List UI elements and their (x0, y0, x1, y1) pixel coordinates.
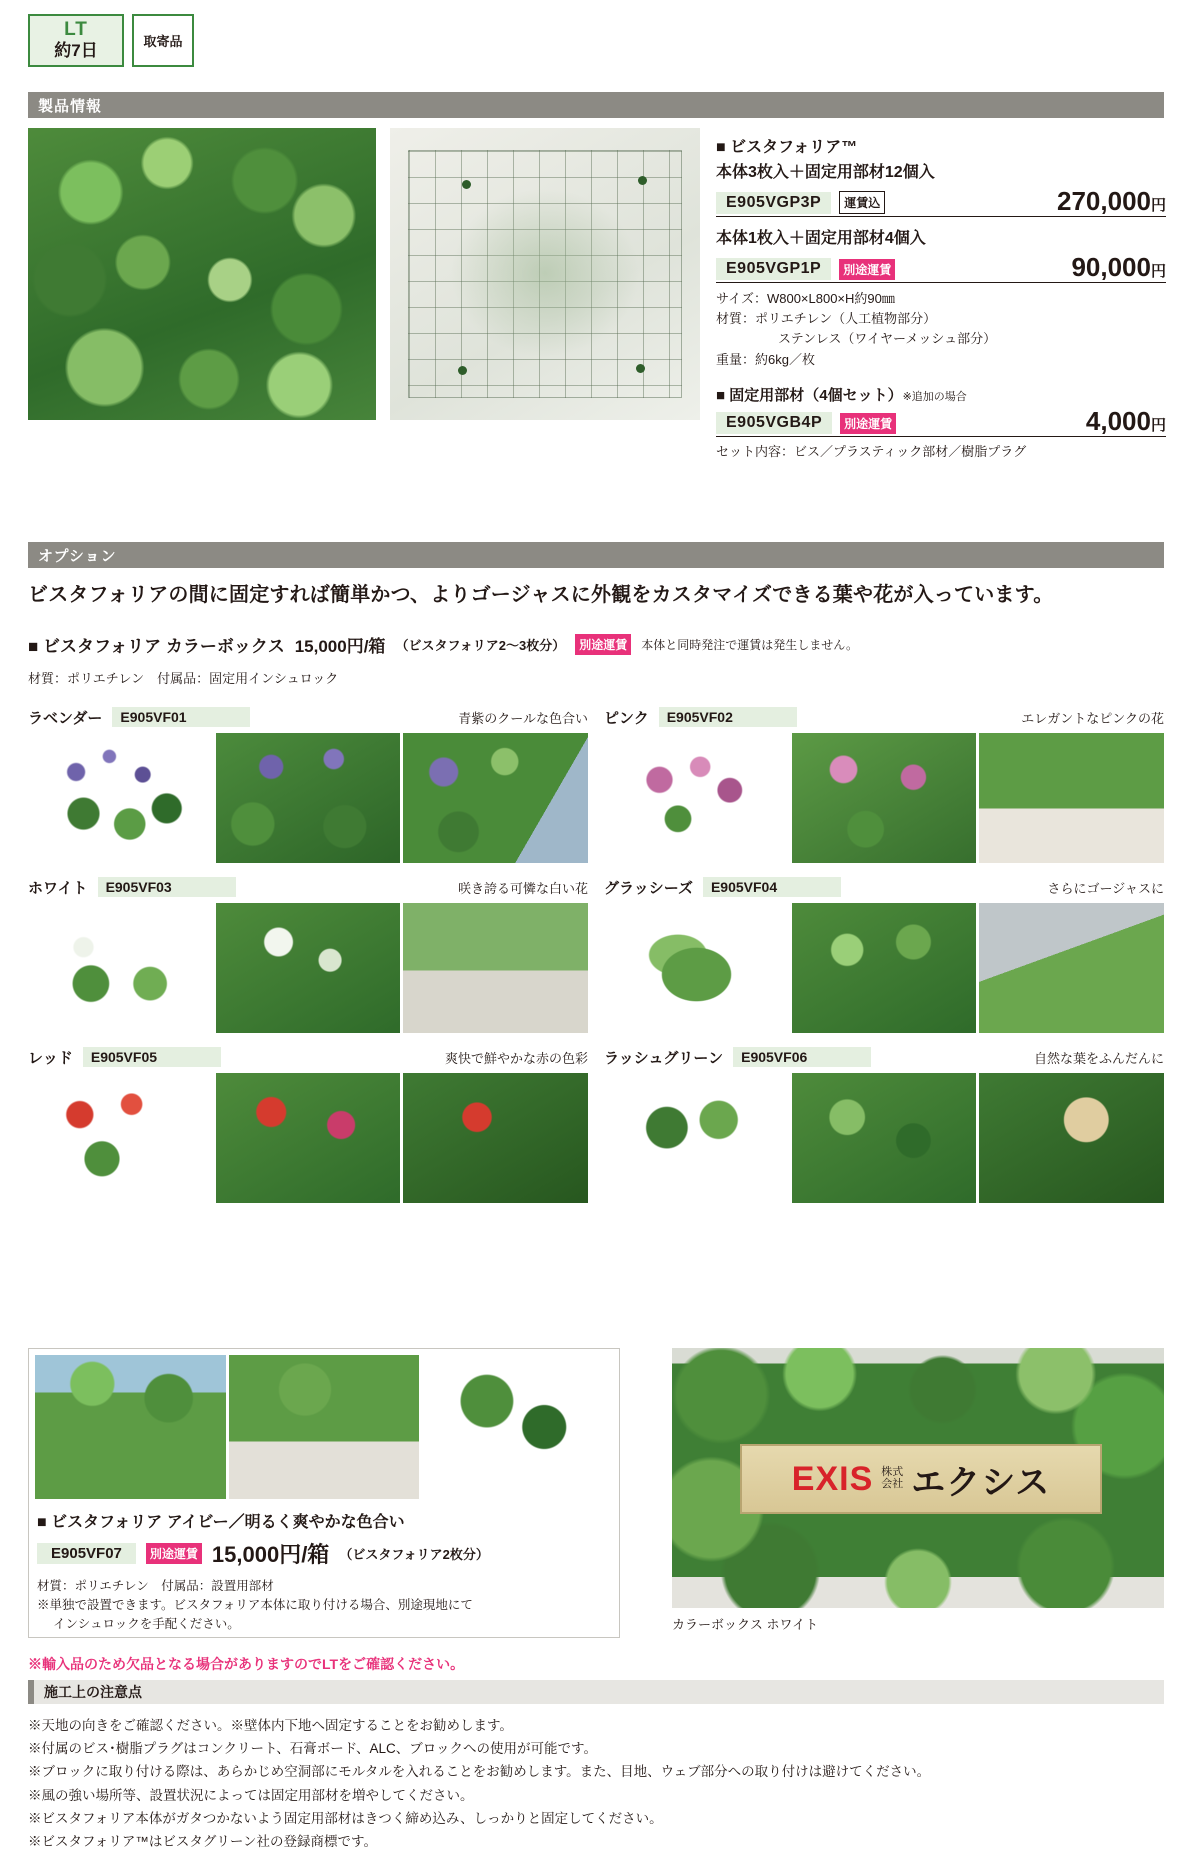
section-header-option: オプション (28, 542, 1164, 568)
variant-photo-scene (403, 1073, 588, 1203)
badge-row (28, 14, 194, 67)
ivy-photo-wall (229, 1355, 420, 1499)
ivy-option-panel (28, 1348, 620, 1638)
variant-tagline: 爽快で鮮やかな赤の色彩 (444, 1050, 588, 1066)
ivy-title: ■ ビスタフォリア アイビー／明るく爽やかな色合い (37, 1514, 405, 1531)
ivy-shipping-tag: 別途運賃 (146, 1543, 202, 1564)
variant-name: ホワイト (28, 879, 88, 897)
variant-tagline: エレガントなピンクの花 (1021, 710, 1164, 726)
set3-shipping-tag: 運賃込 (839, 191, 885, 214)
variant-name: ラッシュグリーン (604, 1049, 724, 1067)
exis-photo (672, 1348, 1164, 1608)
exis-signboard (740, 1444, 1102, 1514)
note-line: ※ブロックに取り付ける際は、あらかじめ空洞部にモルタルを入れることをお勧めします。また、目地、ウェブ部分への取り付けは避けてください。 (28, 1764, 931, 1780)
variant-photo-detail (216, 733, 401, 863)
variant-tagline: 自然な葉をふんだんに (1033, 1050, 1164, 1066)
ivy-note-materials: 材質：ポリエチレン 付属品：設置用部材 (37, 1579, 274, 1593)
ivy-price: 15,000円/箱 (211, 1542, 330, 1567)
variant-code: E905VF06 (733, 1047, 871, 1067)
note-line: ※天地の向きをご確認ください。※壁体内下地へ固定することをお勧めします。 (28, 1718, 513, 1733)
variant-code: E905VF01 (112, 707, 250, 727)
note-line: ※ビスタフォリア™はビスタグリーン社の登録商標です。 (28, 1834, 377, 1850)
set3-code: E905VGP3P (716, 192, 831, 214)
leaf-ghost-graphic (450, 188, 640, 358)
product-photo-mesh-back (390, 128, 700, 420)
colorbox-title: ■ ビスタフォリア カラーボックス (28, 637, 285, 656)
variant-photo-detail (792, 733, 977, 863)
variant-photo-cutout (604, 903, 789, 1033)
set1-price: 90,000円 (1071, 252, 1166, 283)
fixing-point-dot (636, 364, 645, 373)
set3-label: 本体3枚入＋固定用部材12個入 (716, 164, 935, 182)
variant-pink (604, 706, 1164, 863)
lead-time-badge (28, 14, 124, 67)
ivy-note-install: ※単独で設置できます。ビスタフォリア本体に取り付ける場合、別途現地にて (37, 1597, 473, 1612)
variant-photo-detail (792, 1073, 977, 1203)
variant-name: ピンク (604, 709, 649, 727)
variant-photo-scene (403, 903, 588, 1033)
colorbox-shipping-note: 本体と同時発注で運賃は発生しません。 (641, 638, 858, 652)
spec-weight: 重量：約6kg／枚 (716, 351, 815, 367)
variant-photo-scene (403, 733, 588, 863)
import-warning: ※輸入品のため欠品となる場合がありますのでLTをご確認ください。 (28, 1656, 465, 1672)
parts-note: ※追加の場合 (902, 390, 967, 403)
parts-shipping-tag: 別途運賃 (840, 413, 896, 434)
variant-photo-cutout (604, 733, 789, 863)
ivy-photos (29, 1349, 619, 1499)
ivy-qty-note: （ビスタフォリア2枚分） (339, 1547, 489, 1562)
variant-lavender (28, 706, 588, 863)
variant-name: レッド (28, 1049, 73, 1067)
lead-time-label: LT (64, 19, 88, 40)
note-line: ※風の強い場所等、設置状況によっては固定用部材を増やしてください。 (28, 1787, 474, 1803)
set3-price: 270,000円 (1057, 186, 1166, 217)
parts-contents: セット内容：ビス／プラスティック部材／樹脂プラグ (716, 443, 1027, 459)
exis-caption: カラーボックス ホワイト (672, 1617, 819, 1632)
ivy-photo-cutout (422, 1355, 613, 1499)
parts-price: 4,000円 (1085, 405, 1166, 436)
variant-name: グラッシーズ (604, 879, 693, 897)
variant-code: E905VF05 (83, 1047, 221, 1067)
section-header-notes: 施工上の注意点 (28, 1680, 1164, 1704)
variant-photo-scene (979, 733, 1164, 863)
set1-code: E905VGP1P (716, 258, 831, 280)
note-line: ※ビスタフォリア本体がガタつかないよう固定用部材はきつく締め込み、しっかりと固定してください。 (28, 1810, 663, 1826)
section-header-product-info: 製品情報 (28, 92, 1164, 118)
variant-code: E905VF02 (659, 707, 797, 727)
variant-code: E905VF04 (703, 877, 841, 897)
lead-time-days: 約7日 (54, 40, 98, 60)
variant-photo-scene (979, 1073, 1164, 1203)
ivy-notes (37, 1577, 619, 1633)
variant-photo-detail (792, 903, 977, 1033)
order-type-badge: 取寄品 (132, 14, 194, 67)
note-line: ※付属のビス･樹脂プラグはコンクリート、石膏ボード、ALC、ブロックへの使用が可能です。 (28, 1741, 597, 1757)
variant-code: E905VF03 (98, 877, 236, 897)
set3-price-row (716, 188, 1166, 217)
variant-tagline: 青紫のクールな色合い (458, 710, 588, 726)
ivy-note-install-2: インシュロックを手配ください。 (53, 1616, 240, 1631)
set1-label: 本体1枚入＋固定用部材4個入 (716, 230, 926, 248)
variant-name: ラベンダー (28, 709, 103, 727)
product-title: ■ ビスタフォリア™ (716, 139, 858, 156)
exis-kabushiki-text: 株式 会社 (881, 1466, 904, 1490)
variant-photo-scene (979, 903, 1164, 1033)
ivy-photo-outdoor (35, 1355, 226, 1499)
spec-material-2: ステンレス（ワイヤーメッシュ部分） (778, 331, 997, 347)
fixing-point-dot (462, 180, 471, 189)
variant-tagline: さらにゴージャスに (1047, 880, 1164, 896)
exis-showcase-panel (672, 1348, 1164, 1638)
exis-logo-jp: エクシス (911, 1463, 1051, 1502)
installation-notes (28, 1714, 1164, 1853)
parts-title-row (716, 384, 1166, 405)
variant-lush-green (604, 1046, 1164, 1203)
parts-price-row (716, 405, 1166, 437)
variant-photo-cutout (28, 733, 213, 863)
variant-photo-detail (216, 903, 401, 1033)
variant-red (28, 1046, 588, 1203)
variant-grasses (604, 876, 1164, 1033)
fixing-point-dot (638, 176, 647, 185)
variant-photo-cutout (28, 1073, 213, 1203)
variant-photo-detail (216, 1073, 401, 1203)
option-lead-text: ビスタフォリアの間に固定すれば簡単かつ、よりゴージャスに外観をカスタマイズできる葉や花が入っています。 (28, 584, 1054, 606)
product-specs (716, 289, 1166, 370)
fixing-point-dot (458, 366, 467, 375)
variant-tagline: 咲き誇る可憐な白い花 (457, 880, 588, 896)
parts-code: E905VGB4P (716, 412, 832, 434)
set1-shipping-tag: 別途運賃 (839, 259, 895, 280)
colorbox-header-row (28, 632, 858, 657)
variant-photo-cutout (604, 1073, 789, 1203)
colorbox-qty-note: （ビスタフォリア2〜3枚分） (395, 638, 566, 653)
spec-size: サイズ：W800×L800×H約90㎜ (716, 291, 895, 307)
variant-photo-cutout (28, 903, 213, 1033)
colorbox-shipping-tag: 別途運賃 (575, 634, 631, 655)
exis-logo-text: EXIS (791, 1459, 874, 1498)
ivy-price-row (37, 1538, 619, 1569)
set1-price-row (716, 254, 1166, 283)
colorbox-price: 15,000円/箱 (294, 637, 386, 656)
parts-title: ■ 固定用部材（4個セット） (716, 386, 903, 404)
spec-material: 材質：ポリエチレン（人工植物部分） (716, 311, 937, 327)
variant-white (28, 876, 588, 1033)
product-details-column (716, 136, 1166, 460)
ivy-code: E905VF07 (37, 1543, 136, 1564)
product-photo-green-wall (28, 128, 376, 420)
colorbox-materials: 材質：ポリエチレン 付属品：固定用インシュロック (28, 671, 339, 686)
